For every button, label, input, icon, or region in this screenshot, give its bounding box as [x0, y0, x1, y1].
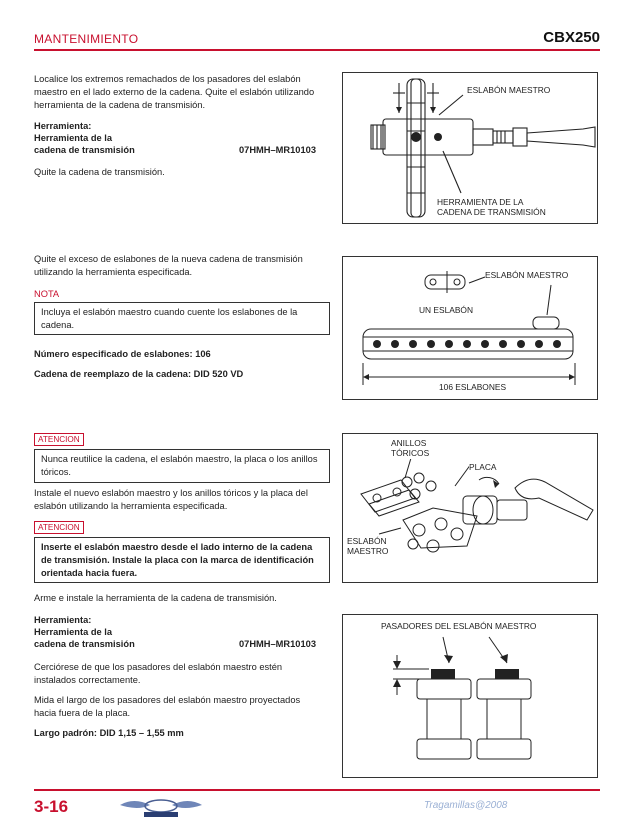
label-master-2: MAESTRO: [347, 546, 389, 556]
excess-links-instructions: Quite el exceso de eslabones de la nueva cadena de transmisión utilizando la herramienta especificada.: [34, 254, 303, 277]
nota-text: Incluya el eslabón maestro cuando cuente los eslabones de la cadena.: [41, 307, 298, 330]
tool-heading-2: Herramienta:: [34, 615, 92, 625]
atencion2-label: ATENCION: [34, 521, 84, 534]
label-tool-line-2: CADENA DE TRANSMISIÓN: [437, 207, 546, 217]
pins-illustration: [343, 615, 597, 777]
label-rings-2: TÓRICOS: [391, 448, 430, 458]
label-pins-title: PASADORES DEL ESLABÓN MAESTRO: [381, 621, 537, 631]
nota-label: NOTA: [34, 289, 60, 299]
pin-right: [495, 669, 519, 679]
label-master-link: ESLABÓN MAESTRO: [485, 270, 569, 280]
tool-line-2: cadena de transmisión 07HMH–MR10103: [34, 145, 316, 155]
install-instructions: Instale el nuevo eslabón maestro y los anillos tóricos y la placa del eslabón utilizando la herramienta especificada.: [34, 488, 308, 511]
atencion2-text: Inserte el eslabón maestro desde el lado interno de la cadena de transmisión. Instale la placa con la marca de identificación orientada hacia fuera.: [41, 542, 314, 578]
figure-chain-tool-removal: [342, 72, 598, 224]
label-master-link: ESLABÓN MAESTRO: [467, 85, 551, 95]
section-title: MANTENIMIENTO: [34, 32, 139, 46]
page-number: 3-16: [34, 797, 69, 816]
label-tool-line-1: HERRAMIENTA DE LA: [437, 197, 524, 207]
atencion-label: ATENCION: [34, 433, 84, 446]
tool-heading: Herramienta:: [34, 121, 92, 131]
remove-instructions: Localice los extremos remachados de los pasadores del eslabón maestro en el lado externo de la cadena. Quite el eslabón utilizando herramienta de la cadena de transmisión.: [34, 74, 315, 110]
label-one-link: UN ESLABÓN: [419, 305, 473, 315]
tool-code: 07HMH–MR10103: [239, 145, 316, 155]
atencion-text: Nunca reutilice la cadena, el eslabón maestro, la placa o los anillos tóricos.: [41, 454, 318, 477]
figure-chain-count: [342, 256, 598, 400]
footer-rule: [34, 789, 600, 791]
figure-master-link-install: [342, 433, 598, 583]
tool2-line-1: Herramienta de la: [34, 627, 113, 637]
label-rings-1: ANILLOS: [391, 438, 427, 448]
verify-pins-text: Cerciórese de que los pasadores del eslabón maestro estén instalados correctamente.: [34, 662, 283, 685]
tool-line-1: Herramienta de la: [34, 133, 113, 143]
nota-box: [34, 302, 330, 335]
figure-master-link-pins: [342, 614, 598, 778]
replacement-spec: Cadena de reemplazo de la cadena: DID 520 VD: [34, 369, 244, 379]
club-logo: [118, 795, 204, 824]
label-link-count: 106 ESLABONES: [439, 382, 507, 392]
header-rule: [34, 49, 600, 51]
label-master-1: ESLABÓN: [347, 536, 387, 546]
pin-left: [431, 669, 455, 679]
label-plate: PLACA: [469, 462, 497, 472]
atencion2-box: [34, 537, 330, 583]
tool2-line-2: cadena de transmisión 07HMH–MR10103: [34, 639, 316, 649]
measure-pins-text: Mida el largo de los pasadores del eslabón maestro proyectados hacia fuera de la placa.: [34, 695, 301, 718]
model-title: CBX250: [543, 29, 600, 46]
remove-chain-step: Quite la cadena de transmisión.: [34, 167, 165, 177]
links-spec: Número especificado de eslabones: 106: [34, 349, 211, 359]
assemble-tool-step: Arme e instale la herramienta de la cadena de transmisión.: [34, 593, 277, 603]
standard-length: Largo padrón: DID 1,15 – 1,55 mm: [34, 728, 184, 738]
master-link-install-illustration: [343, 434, 597, 582]
atencion-box: [34, 449, 330, 483]
footer-credit: Tragamillas@2008: [424, 800, 508, 811]
tool2-code: 07HMH–MR10103: [239, 639, 316, 649]
chain-rollers: [363, 340, 575, 380]
